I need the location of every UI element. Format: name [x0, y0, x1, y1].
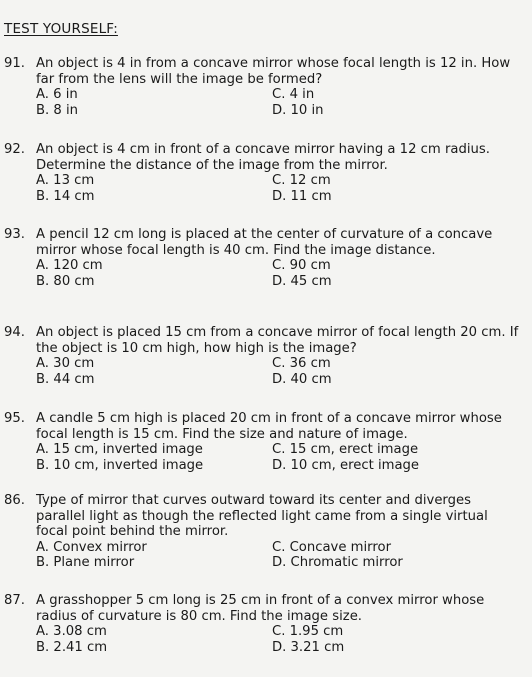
question-item — [4, 593, 526, 655]
question-stem — [4, 493, 526, 540]
choice-b: B. 80 cm — [36, 273, 95, 289]
choice-b: B. 8 in — [36, 102, 79, 118]
question-number: 93. — [4, 227, 25, 242]
choice-list — [36, 258, 526, 289]
question-stem — [4, 56, 526, 87]
choice-list — [36, 356, 526, 387]
question-text: An object is 4 in from a concave mirror whose focal length is 12 in. How far from the lens will the image be formed? — [36, 56, 511, 87]
choice-d: D. Chromatic mirror — [272, 555, 403, 570]
question-number: 87. — [4, 593, 25, 608]
question-number: 94. — [4, 325, 25, 340]
choice-a: A. Convex mirror — [36, 539, 147, 555]
choice-b: B. Plane mirror — [36, 555, 135, 570]
choice-b: B. 44 cm — [36, 371, 95, 387]
question-item — [4, 142, 526, 204]
question-item — [4, 325, 526, 387]
choice-c: C. 90 cm — [272, 258, 331, 273]
question-number: 91. — [4, 56, 25, 71]
question-number: 92. — [4, 142, 25, 157]
question-text: An object is placed 15 cm from a concave mirror of focal length 20 cm. If the object is 10 cm high, how high is the image? — [36, 325, 519, 356]
question-stem — [4, 593, 526, 624]
choice-a: A. 13 cm — [36, 173, 95, 188]
choice-a: A. 15 cm, inverted image — [36, 442, 203, 457]
question-stem — [4, 227, 526, 258]
choice-c: C. 1.95 cm — [272, 624, 344, 639]
question-text: A pencil 12 cm long is placed at the center of curvature of a concave mirror whose focal length is 40 cm. Find the image distance. — [36, 227, 493, 258]
choice-d: D. 10 cm, erect image — [272, 457, 420, 473]
choice-c: C. 15 cm, erect image — [272, 442, 419, 457]
choice-b: B. 10 cm, inverted image — [36, 457, 204, 473]
question-item — [4, 56, 526, 118]
question-number: 86. — [4, 493, 25, 508]
question-text: Type of mirror that curves outward toward its center and diverges parallel light as though the reflected light came from a single virtual focal point behind the mirror. — [36, 493, 488, 539]
choice-c: C. 12 cm — [272, 173, 331, 188]
choice-c: C. 36 cm — [272, 356, 331, 371]
choice-a: A. 30 cm — [36, 356, 95, 371]
choice-a: A. 6 in — [36, 87, 78, 102]
question-text: A candle 5 cm high is placed 20 cm in front of a concave mirror whose focal length is 15 cm. Find the size and nature of image. — [36, 411, 502, 442]
choice-b: B. 2.41 cm — [36, 639, 108, 655]
choice-d: D. 45 cm — [272, 273, 332, 289]
choice-c: C. Concave mirror — [272, 539, 391, 555]
question-stem — [4, 325, 526, 356]
choice-d: D. 3.21 cm — [272, 639, 345, 655]
question-text: An object is 4 cm in front of a concave mirror having a 12 cm radius. Determine the distance of the image from the mirror. — [36, 142, 490, 173]
page-title: TEST YOURSELF: — [4, 21, 118, 37]
choice-list — [36, 540, 526, 571]
choice-list — [36, 442, 526, 473]
question-text: A grasshopper 5 cm long is 25 cm in front of a convex mirror whose radius of curvature is 80 cm. Find the image size. — [36, 593, 485, 624]
question-item — [4, 227, 526, 289]
question-number: 95. — [4, 411, 25, 426]
question-item — [4, 493, 526, 571]
choice-d: D. 11 cm — [272, 188, 332, 204]
choice-d: D. 10 in — [272, 102, 324, 118]
choice-list — [36, 173, 526, 204]
choice-list — [36, 87, 526, 118]
choice-b: B. 14 cm — [36, 188, 95, 204]
choice-list — [36, 624, 526, 655]
choice-a: A. 120 cm — [36, 258, 103, 273]
choice-d: D. 40 cm — [272, 371, 332, 387]
question-stem — [4, 411, 526, 442]
choice-a: A. 3.08 cm — [36, 624, 107, 639]
question-stem — [4, 142, 526, 173]
question-item — [4, 411, 526, 473]
choice-c: C. 4 in — [272, 87, 315, 102]
